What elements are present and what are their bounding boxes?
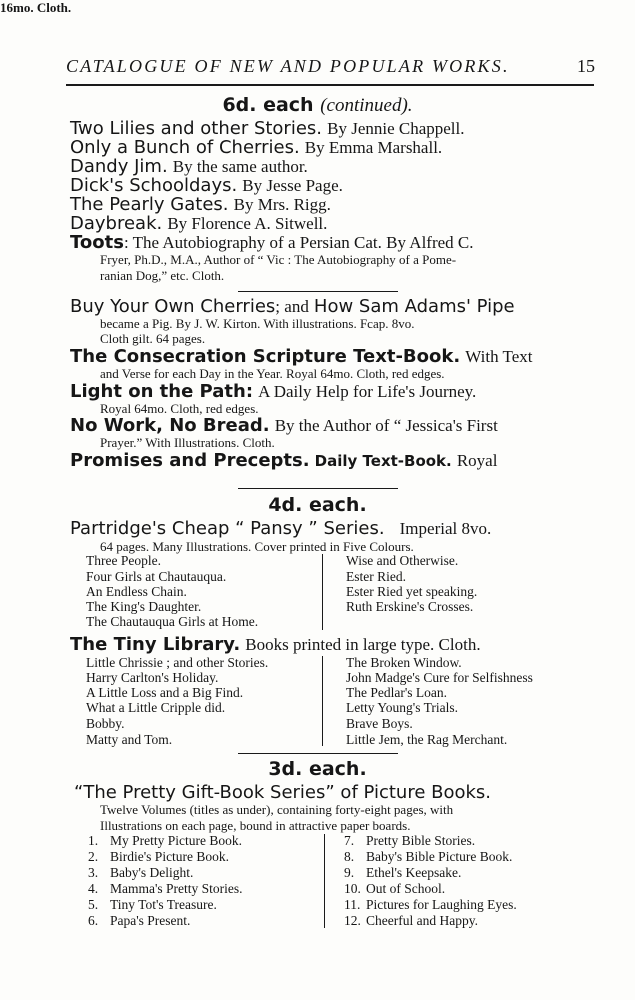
entry-bunch-of-cherries	[70, 137, 442, 158]
entry-daybreak	[70, 213, 327, 234]
entry-author: By Mrs. Rigg.	[233, 195, 331, 214]
series-desc-line2: Illustrations on each page, bound in attractive paper boards.	[100, 818, 411, 833]
entry-subtitle: Daily Text-Book.	[314, 452, 452, 470]
list-item	[344, 897, 517, 913]
list-item: Bobby.	[86, 716, 125, 731]
item-title: Pictures for Laughing Eyes.	[366, 897, 517, 912]
item-number: 11.	[344, 897, 361, 912]
list-item	[88, 865, 193, 881]
entry-author: By Jesse Page.	[242, 176, 343, 195]
entry-description: A Daily Help for Life's Journey.	[258, 382, 477, 401]
entry-title: Light on the Path:	[70, 381, 254, 402]
list-item	[344, 849, 512, 865]
list-item: Little Jem, the Rag Merchant.	[346, 732, 508, 747]
entry-format: Royal	[456, 451, 498, 470]
list-item: Three People.	[86, 553, 161, 568]
list-item	[88, 881, 243, 897]
entry-toots	[70, 232, 474, 253]
item-number: 10.	[344, 881, 361, 896]
entry-title: Toots	[70, 232, 124, 253]
item-number: 6.	[88, 913, 99, 928]
running-head	[66, 56, 595, 78]
item-number: 3.	[88, 865, 99, 880]
entry-toots-line3: ranian Dog,” etc. Cloth.	[100, 268, 225, 283]
list-item: John Madge's Cure for Selfishness	[346, 670, 533, 685]
list-item: Wise and Otherwise.	[346, 553, 459, 568]
list-item: An Endless Chain.	[86, 584, 187, 599]
entry-pearly-gates	[70, 194, 331, 215]
section-heading-3d: 3d. each.	[268, 758, 367, 780]
list-item	[88, 897, 217, 913]
list-item: What a Little Cripple did.	[86, 700, 226, 715]
list-item: Letty Young's Trials.	[346, 700, 458, 715]
item-number: 4.	[88, 881, 99, 896]
entry-pansy-series	[70, 518, 491, 539]
entry-two-lilies	[70, 118, 465, 139]
entry-joiner: ; and	[275, 297, 309, 316]
entry-format: Imperial 8vo.	[399, 519, 492, 538]
item-title: Tiny Tot's Treasure.	[110, 897, 217, 912]
entry-no-work-no-bread	[70, 415, 498, 436]
entry-promises-and-precepts	[70, 450, 497, 471]
section-divider	[238, 291, 398, 292]
entry-title: No Work, No Bread.	[70, 415, 270, 436]
section-divider	[238, 488, 398, 489]
entry-dicks-schooldays	[70, 175, 343, 196]
entry-title: Only a Bunch of Cherries.	[70, 137, 300, 158]
entry-dandy-jim	[70, 156, 308, 177]
list-item: Matty and Tom.	[86, 732, 173, 747]
entry-title: The Pearly Gates.	[70, 194, 229, 215]
entry-no-work-line2: Prayer.” With Illustrations. Cloth.	[100, 435, 275, 450]
entry-tiny-library	[70, 634, 481, 655]
list-item: Ruth Erskine's Crosses.	[346, 599, 474, 614]
list-item	[344, 865, 461, 881]
page-number: 15	[577, 56, 595, 76]
item-title: Papa's Present.	[110, 913, 191, 928]
list-item	[344, 881, 445, 897]
item-number: 8.	[344, 849, 355, 864]
section-heading-6d-note: (continued).	[320, 95, 413, 116]
entry-description: By the Author of “ Jessica's First	[274, 416, 498, 435]
item-number: 12.	[344, 913, 361, 928]
entry-pretty-gift-book-series: “The Pretty Gift-Book Series” of Picture Books.	[74, 782, 492, 803]
entry-title: Promises and Precepts.	[70, 450, 310, 471]
list-item: Little Chrissie ; and other Stories.	[86, 655, 269, 670]
list-item	[344, 913, 478, 929]
list-item: A Little Loss and a Big Find.	[86, 685, 244, 700]
entry-author: By the same author.	[172, 157, 308, 176]
entry-consecration-line2: and Verse for each Day in the Year. Royal 64mo. Cloth, red edges.	[100, 366, 445, 381]
entry-buy-line2: became a Pig. By J. W. Kirton. With illustrations. Fcap. 8vo.	[100, 316, 415, 331]
list-item	[88, 833, 242, 849]
item-title: Out of School.	[366, 881, 446, 896]
entry-description: Books printed in large type. Cloth.	[245, 635, 481, 654]
entry-title: Dick's Schooldays.	[70, 175, 238, 196]
list-item: Ester Ried.	[346, 569, 406, 584]
list-item	[88, 849, 229, 865]
entry-buy-line3: Cloth gilt. 64 pages.	[100, 331, 206, 346]
item-number: 5.	[88, 897, 99, 912]
list-item	[88, 913, 190, 929]
entry-light-line2: Royal 64mo. Cloth, red edges.	[100, 401, 259, 416]
item-title: Pretty Bible Stories.	[366, 833, 476, 848]
item-number: 1.	[88, 833, 99, 848]
column-divider	[324, 834, 325, 928]
entry-title: Dandy Jim.	[70, 156, 168, 177]
section-heading-6d-text: 6d. each	[222, 94, 314, 116]
list-item: Four Girls at Chautauqua.	[86, 569, 227, 584]
entry-title: The Tiny Library.	[70, 634, 241, 655]
item-title: Baby's Bible Picture Book.	[366, 849, 513, 864]
entry-promises-line2: 16mo. Cloth.	[0, 0, 72, 15]
entry-toots-line2: Fryer, Ph.D., M.A., Author of “ Vic : The Autobiography of a Pome-	[100, 252, 457, 267]
entry-title: Partridge's Cheap “ Pansy ” Series.	[70, 518, 385, 539]
list-item: Harry Carlton's Holiday.	[86, 670, 219, 685]
list-item: The Chautauqua Girls at Home.	[86, 614, 259, 629]
section-heading-4d: 4d. each.	[268, 494, 367, 516]
entry-author: By Florence A. Sitwell.	[167, 214, 328, 233]
entry-title: Two Lilies and other Stories.	[70, 118, 323, 139]
item-title: Birdie's Picture Book.	[110, 849, 230, 864]
entry-light-on-the-path	[70, 381, 476, 402]
entry-title: Daybreak.	[70, 213, 163, 234]
list-item	[344, 833, 475, 849]
item-number: 7.	[344, 833, 355, 848]
list-item: The Pedlar's Loan.	[346, 685, 448, 700]
entry-author: By Emma Marshall.	[304, 138, 443, 157]
list-item: The Broken Window.	[346, 655, 462, 670]
entry-title: Buy Your Own Cherries	[70, 296, 276, 317]
entry-consecration	[70, 346, 533, 367]
entry-description: : The Autobiography of a Persian Cat. By Alfred C.	[123, 233, 474, 252]
section-divider	[238, 753, 398, 754]
list-item: Ester Ried yet speaking.	[346, 584, 478, 599]
item-title: Baby's Delight.	[110, 865, 194, 880]
item-title: Ethel's Keepsake.	[366, 865, 462, 880]
item-number: 9.	[344, 865, 355, 880]
item-number: 2.	[88, 849, 99, 864]
running-head-title: CATALOGUE OF NEW AND POPULAR WORKS.	[66, 56, 510, 76]
list-item: Brave Boys.	[346, 716, 413, 731]
entry-author: By Jennie Chappell.	[327, 119, 465, 138]
header-rule	[66, 84, 594, 86]
section-heading-6d	[0, 94, 635, 117]
series-desc-line1: Twelve Volumes (titles as under), containing forty-eight pages, with	[100, 802, 454, 817]
column-divider	[322, 656, 323, 746]
item-title: Cheerful and Happy.	[366, 913, 478, 928]
entry-pansy-desc: 64 pages. Many Illustrations. Cover printed in Five Colours.	[100, 539, 414, 554]
list-item: The King's Daughter.	[86, 599, 202, 614]
item-title: My Pretty Picture Book.	[110, 833, 242, 848]
entry-title-second: How Sam Adams' Pipe	[313, 296, 515, 317]
entry-description: With Text	[465, 347, 533, 366]
item-title: Mamma's Pretty Stories.	[110, 881, 243, 896]
entry-buy-your-own-cherries	[70, 296, 515, 317]
entry-title: The Consecration Scripture Text-Book.	[70, 346, 461, 367]
column-divider	[322, 554, 323, 630]
